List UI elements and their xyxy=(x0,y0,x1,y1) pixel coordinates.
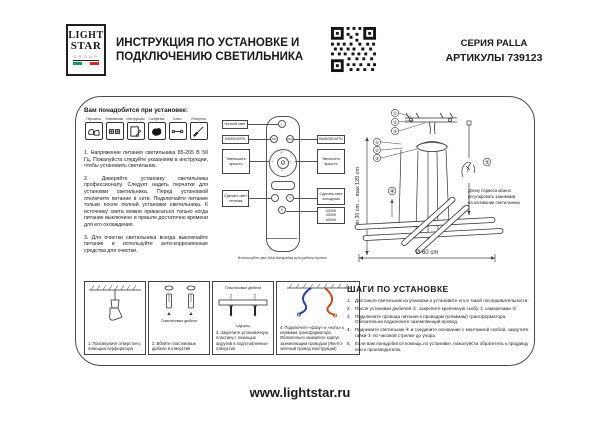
tools-row xyxy=(84,117,208,140)
connector-line xyxy=(295,161,317,162)
label-dim: Уменьшить яркость xyxy=(222,149,250,174)
connector-line xyxy=(249,139,271,140)
gloves-icon xyxy=(85,122,103,140)
callout-2: ② xyxy=(374,147,380,153)
remote-dial-center xyxy=(277,157,289,169)
remote-night-button xyxy=(278,120,286,128)
callout-1: ① xyxy=(392,110,398,116)
panel-drill xyxy=(84,281,146,355)
bulb-icon xyxy=(280,160,286,166)
italy-flag-icon xyxy=(73,62,99,65)
on-label: ON xyxy=(271,137,277,141)
label-kelvin xyxy=(317,207,345,224)
hand-sketch xyxy=(462,162,475,177)
tool-cloth xyxy=(147,117,166,140)
remote-on-button xyxy=(270,135,278,143)
remote-caption: Используйте две AAA батарейки для работы пульта xyxy=(237,256,327,260)
step-text: Достаньте светильник из упаковки и установите его в такой последовательности: xyxy=(355,298,529,303)
step-text: Если вам понадобится помощь по установке, пожалуйста обратитесь к продавцу или к производителю. xyxy=(355,340,529,352)
phase-wire xyxy=(325,288,335,315)
label-turn-on: ВКЛЮЧИТЬ xyxy=(222,135,249,144)
off-label: OFF xyxy=(287,137,293,141)
drill-illustration xyxy=(85,282,145,324)
cloth-icon xyxy=(148,122,166,140)
label-brighten: Увеличить яркость xyxy=(317,149,345,174)
tool-label: Клеммники xyxy=(105,117,124,121)
panel-caption: 4. Подключите «фазу» и «ноль» к клеммам трансформатора. Обязательно заземлите корпус заземляющим проводом (Желто-зеленый провод конструкции) xyxy=(280,324,345,351)
note-line-2: регулировать зажимами xyxy=(468,194,516,199)
connector-line xyxy=(294,198,317,199)
install-step xyxy=(347,327,533,339)
hex-key-icon xyxy=(169,122,187,140)
title-line-2: ПОДКЛЮЧЕНИЮ СВЕТИЛЬНИКА xyxy=(116,51,304,63)
step-number: 4. xyxy=(347,327,351,333)
install-step xyxy=(347,341,533,353)
panel-caption: 2. Вбейте пластиковые дюбели в отверстия xyxy=(152,340,196,351)
tool-label: Ключ xyxy=(173,117,182,121)
tool-label: Отвертка xyxy=(191,117,206,121)
tool-screwdriver xyxy=(189,117,208,140)
kelvin-4000: 4000K xyxy=(325,213,337,218)
plate-illustration xyxy=(213,292,273,322)
callouts-mid xyxy=(373,138,417,161)
remote-off-button xyxy=(286,135,294,143)
dial-plus-glyph: + xyxy=(280,149,283,155)
install-steps-heading: ШАГИ ПО УСТАНОВКЕ xyxy=(347,284,449,294)
tool-label: Перчатки xyxy=(86,117,101,121)
series-block xyxy=(405,38,583,64)
dial-minus-glyph: − xyxy=(280,168,284,173)
tool-terminals xyxy=(105,117,124,140)
remote-battery-line xyxy=(267,238,297,239)
tool-label: Инструкция xyxy=(126,117,145,121)
panel-plate xyxy=(212,281,274,355)
connector-line xyxy=(286,211,317,212)
lamp-diagram xyxy=(345,103,540,271)
callout-2: ② xyxy=(392,119,398,125)
label-warm: Сделать свет теплым xyxy=(222,190,249,207)
dowels-illustration xyxy=(149,282,209,318)
svg-text:④: ④ xyxy=(389,190,395,195)
note-line-1: Длину подвеса можно xyxy=(468,188,511,193)
step-text: Подключите провода питания к проводам (клеммам) трансформатора. Обязательно подключите заземляющий провод. xyxy=(355,313,507,325)
install-step xyxy=(347,298,533,304)
safety-warnings xyxy=(84,150,208,260)
logo-text: LIGHT xyxy=(68,30,104,41)
step-number: 2. xyxy=(347,305,351,311)
step-text: После установки дюбелей ②, закрепите крепежную скобу ① саморезами ③. xyxy=(355,305,518,311)
moon-icon: ☾ xyxy=(280,121,284,127)
qr-code-icon xyxy=(330,26,377,73)
callout-3: ③ xyxy=(392,128,398,134)
tool-manual xyxy=(126,117,145,140)
tool-key xyxy=(168,117,187,140)
page-title xyxy=(116,36,303,64)
tool-gloves xyxy=(84,117,103,140)
panel-caption: 3. Закрепите установочную пластину с помощью шурупов в подготовленные отверстия xyxy=(216,330,268,351)
lightstar-logo xyxy=(66,24,106,76)
terminals-icon xyxy=(106,122,124,140)
label-night-light: Ночной свет xyxy=(222,120,248,129)
callout-1: ① xyxy=(374,139,380,145)
note-line-3: на основании светильника xyxy=(468,200,520,205)
step-number: 5. xyxy=(347,340,351,346)
panel-label-bottom: Шурупы xyxy=(236,324,250,328)
panel-label: Пластиковые дюбели xyxy=(160,319,198,323)
kelvin-6000: 6000K xyxy=(325,217,337,222)
remote-warm-button: − xyxy=(271,194,279,202)
connector-line xyxy=(294,139,317,140)
qr-code xyxy=(330,26,377,73)
install-panels-row xyxy=(84,281,362,355)
svg-text:⑤: ⑤ xyxy=(484,161,490,166)
connector-line xyxy=(249,198,272,199)
panel-label-top: Пластиковые дюбели xyxy=(224,286,262,290)
tools-section xyxy=(84,107,208,140)
title-line-1: ИНСТРУКЦИЯ ПО УСТАНОВКЕ И xyxy=(116,37,300,49)
callout-3: ③ xyxy=(374,155,380,161)
height-label: min 30 cm ... max 120 cm xyxy=(355,167,361,229)
manual-icon xyxy=(127,122,145,140)
install-step xyxy=(347,306,533,312)
install-steps-section xyxy=(347,284,533,354)
connector-line xyxy=(250,161,269,162)
diameter-label: Ø 60 cm xyxy=(415,250,439,256)
step-text: Поднимите светильник ④ и соедините основание с монтажной скобой, закрутите гайки ⑤ по часовой стрелке до упора. xyxy=(355,327,529,338)
warning-1: 1. Напряжение питания светильника 85-265 В 50 Гц. Пожалуйста следуйте указаниям в инструкции, чтобы установить светильник. xyxy=(84,150,208,170)
kelvin-3000: 3000K xyxy=(325,208,337,213)
install-step xyxy=(347,314,533,326)
callout-5 xyxy=(483,158,491,166)
logo-subtext: GROUP xyxy=(73,54,99,59)
warning-2: 2. Доверяйте установку светильника профессионалу. Следует надеть перчатки для установки светильника. Перед установкой отключите питание в сети. Подключайте питание только после полной установки светильника. К источнику света можно прикасаться только когда питание выключено и прошло достаточно времени для его охлаждения. xyxy=(84,175,208,228)
series-label: СЕРИЯ PALLA xyxy=(460,38,528,49)
logo-text: STAR xyxy=(70,40,102,52)
step-number: 3. xyxy=(347,313,351,319)
ceiling-bracket xyxy=(405,113,457,134)
label-cold: Сделать свет холодным xyxy=(317,188,345,205)
warning-3: 3. Для очистки светильника всегда выключайте питание и используйте анти-коррозионные средства для очистки. xyxy=(84,234,208,254)
tool-label: Салфетка xyxy=(148,117,165,121)
dial-right-glyph: › xyxy=(290,159,292,164)
remote-cold-button: + xyxy=(286,194,294,202)
screwdriver-icon xyxy=(190,122,208,140)
callout-4 xyxy=(388,187,396,217)
panel-caption: 1. Просверлите отверстия с помощью перфоратора xyxy=(88,340,141,351)
label-turn-off: ВЫКЛЮЧИТЬ xyxy=(317,135,345,144)
neutral-wire xyxy=(299,288,311,314)
panel-dowels xyxy=(148,281,210,355)
adjust-note xyxy=(468,188,520,205)
articles-label: АРТИКУЛЫ 739123 xyxy=(445,52,543,64)
remote-oval-button xyxy=(271,181,295,190)
canopy xyxy=(417,142,447,152)
remote-kelvin-button: K xyxy=(278,206,286,214)
dial-left-glyph: ‹ xyxy=(271,159,273,164)
tools-heading: Вам понадобится при установке: xyxy=(84,107,188,114)
connector-line xyxy=(248,124,278,125)
step-number: 1. xyxy=(347,298,351,303)
website-url[interactable]: www.lightstar.ru xyxy=(249,385,351,400)
